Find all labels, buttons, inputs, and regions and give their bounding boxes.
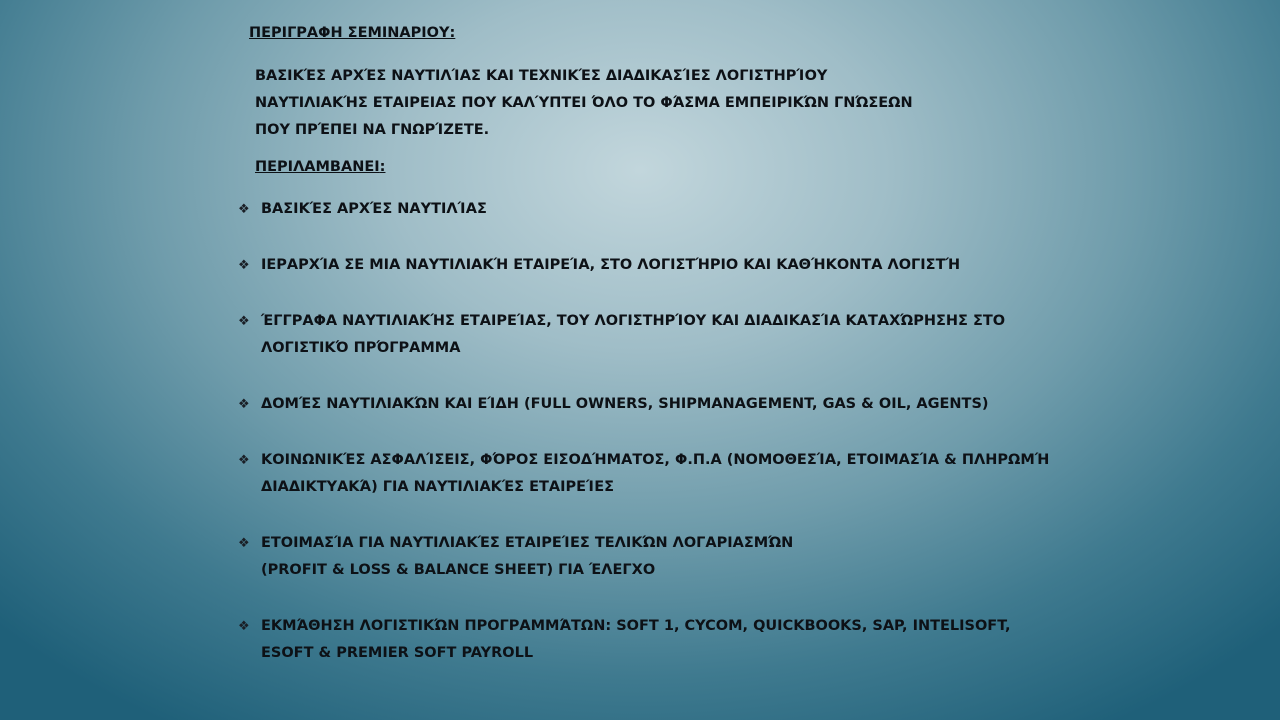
list-item-text: ΈΓΓΡΑΦΑ ΝΑΥΤΙΛΙΑΚΉΣ ΕΤΑΙΡΕΊΑΣ, ΤΟΥ ΛΟΓΙΣΤΗΡΊΟΥ ΚΑΙ ΔΙΑΔΙΚΑΣΊΑ ΚΑΤΑΧΏΡΗΣΗΣ ΣΤΟ bbox=[261, 313, 1006, 329]
list-item bbox=[238, 530, 1098, 584]
list-item-text: ΔΙΑΔΙΚΤΥΑΚΆ) ΓΙΑ ΝΑΥΤΙΛΙΑΚΈΣ ΕΤΑΙΡΕΊΕΣ bbox=[261, 479, 615, 495]
list-item-text: ΒΑΣΙΚΈΣ ΑΡΧΈΣ ΝΑΥΤΙΛΊΑΣ bbox=[261, 201, 487, 217]
list-item-text: ΛΟΓΙΣΤΙΚΌ ΠΡΌΓΡΑΜΜΑ bbox=[261, 340, 461, 356]
diamond-bullet-icon: ❖ bbox=[238, 258, 250, 273]
list-item bbox=[238, 447, 1098, 501]
list-item-text: ΙΕΡΑΡΧΊΑ ΣΕ ΜΙΑ ΝΑΥΤΙΛΙΑΚΉ ΕΤΑΙΡΕΊΑ, ΣΤΟ ΛΟΓΙΣΤΉΡΙΟ ΚΑΙ ΚΑΘΉΚΟΝΤΑ ΛΟΓΙΣΤΉ bbox=[261, 257, 961, 273]
includes-heading: ΠΕΡΙΛΑΜΒΑΝΕΙ bbox=[255, 159, 380, 175]
diamond-bullet-icon: ❖ bbox=[238, 202, 250, 217]
diamond-bullet-icon: ❖ bbox=[238, 314, 250, 329]
list-item-text: ΚΟΙΝΩΝΙΚΈΣ ΑΣΦΑΛΊΣΕΙΣ, ΦΌΡΟΣ ΕΙΣΟΔΉΜΑΤΟΣ, Φ.Π.Α (ΝΟΜΟΘΕΣΊΑ, ΕΤΟΙΜΑΣΊΑ & ΠΛΗΡΩΜΉ bbox=[261, 452, 1050, 468]
intro-line: ΠΟΥ ΠΡΈΠΕΙ ΝΑ ΓΝΩΡΊΖΕΤΕ. bbox=[255, 122, 490, 138]
list-item bbox=[238, 196, 1098, 223]
list-item-text: ΕΚΜΆΘΗΣΗ ΛΟΓΙΣΤΙΚΏΝ ΠΡΟΓΡΑΜΜΆΤΩΝ: SOFT 1, CYCOM, QUICKBOOKS, SAP, INTELISOFT, bbox=[261, 618, 1011, 634]
list-item bbox=[238, 391, 1098, 418]
list-item bbox=[238, 252, 1098, 279]
list-item bbox=[238, 308, 1098, 362]
diamond-bullet-icon: ❖ bbox=[238, 453, 250, 468]
list-item bbox=[238, 613, 1098, 667]
includes-heading-wrap bbox=[255, 159, 385, 175]
diamond-bullet-icon: ❖ bbox=[238, 397, 250, 412]
list-item-text: (PROFIT & LOSS & BALANCE SHEET) ΓΙΑ ΈΛΕΓΧΟ bbox=[261, 562, 656, 578]
intro-paragraph bbox=[255, 63, 975, 144]
list-item-text: ΕΤΟΙΜΑΣΊΑ ΓΙΑ ΝΑΥΤΙΛΙΑΚΈΣ ΕΤΑΙΡΕΊΕΣ ΤΕΛΙΚΏΝ ΛΟΓΑΡΙΑΣΜΏΝ bbox=[261, 535, 794, 551]
diamond-bullet-icon: ❖ bbox=[238, 619, 250, 634]
list-item-text: ESOFT & PREMIER SOFT PAYROLL bbox=[261, 645, 534, 661]
intro-line: ΒΑΣΙΚΈΣ ΑΡΧΈΣ ΝΑΥΤΙΛΊΑΣ ΚΑΙ ΤΕΧΝΙΚΈΣ ΔΙΑΔΙΚΑΣΊΕΣ ΛΟΓΙΣΤΗΡΊΟΥ bbox=[255, 68, 828, 84]
intro-line: ΝΑΥΤΙΛΙΑΚΉΣ ΕΤΑΙΡΕΙΑΣ ΠΟΥ ΚΑΛΎΠΤΕΙ ΌΛΟ ΤΟ ΦΆΣΜΑ ΕΜΠΕΙΡΙΚΏΝ ΓΝΏΣΕΩΝ bbox=[255, 95, 913, 111]
includes-colon: : bbox=[379, 159, 386, 175]
list-item-text: ΔΟΜΈΣ ΝΑΥΤΙΛΙΑΚΏΝ ΚΑΙ ΕΊΔΗ (FULL OWNERS, SHIPMANAGEMENT, GAS & OIL, AGENTS) bbox=[261, 396, 989, 412]
description-heading: ΠΕΡΙΓΡΑΦΗ ΣΕΜΙΝΑΡΙΟΥ: bbox=[249, 25, 456, 41]
diamond-bullet-icon: ❖ bbox=[238, 536, 250, 551]
